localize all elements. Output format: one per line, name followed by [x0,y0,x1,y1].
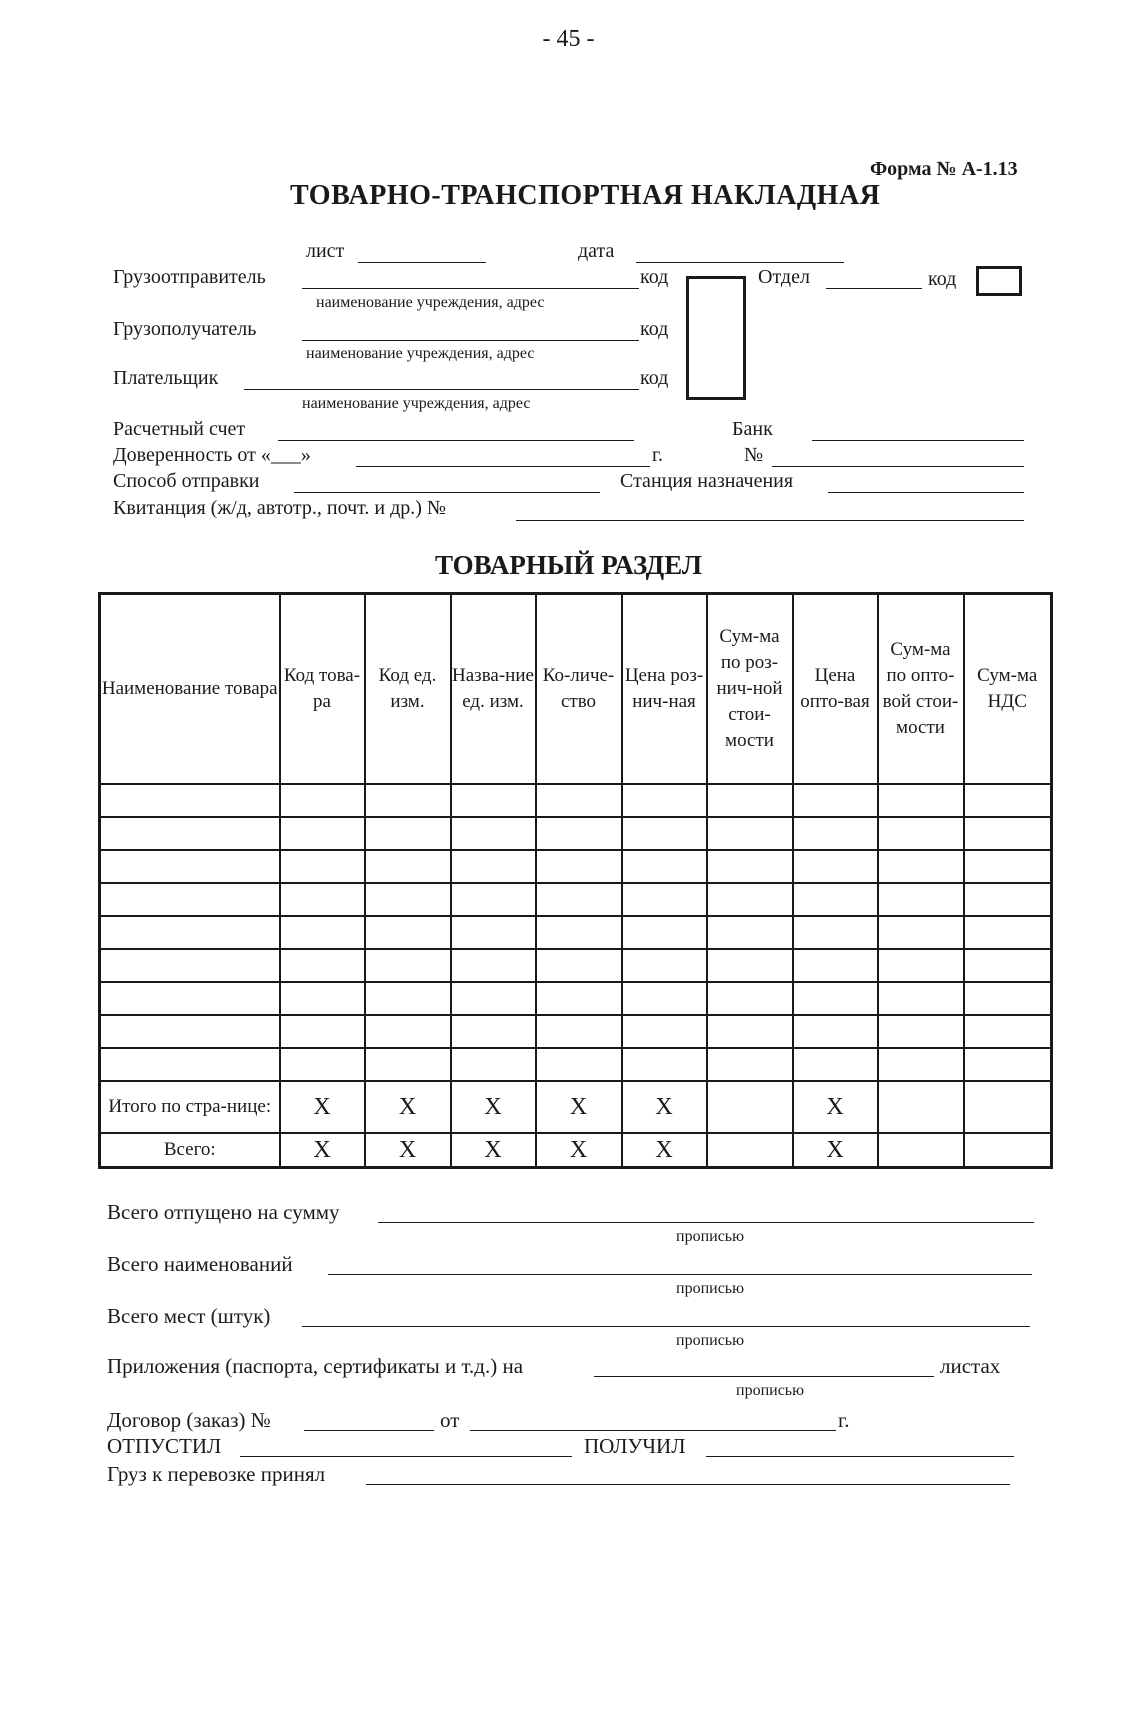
table-cell[interactable] [451,1048,536,1081]
total-value-cell[interactable] [964,1081,1052,1133]
table-cell[interactable] [964,883,1052,916]
table-cell[interactable] [707,916,793,949]
table-cell[interactable] [451,982,536,1015]
released-by-label: ОТПУСТИЛ [107,1434,222,1458]
consignee-code-label: код [640,318,669,340]
column-header: Наименование товара [100,594,280,785]
table-row [100,817,1052,850]
department-code-label: код [928,268,957,290]
released-by-field[interactable] [240,1456,572,1457]
table-cell[interactable] [280,916,365,949]
row-label: Всего: [100,1133,280,1168]
codes-box[interactable] [686,276,746,400]
table-cell[interactable] [707,784,793,817]
total-page-row [100,1081,1052,1133]
table-cell[interactable] [622,982,707,1015]
table-cell[interactable] [878,1015,964,1048]
places-total-hint: прописью [676,1332,745,1349]
consignee-label: Грузополучатель [113,318,257,340]
table-cell[interactable] [280,817,365,850]
sheet-field[interactable] [358,262,486,263]
payer-code-label: код [640,367,669,389]
column-header: Сум-ма по роз-нич-ной стои-мости [707,594,793,785]
contract-label: Договор (заказ) № [107,1408,271,1432]
released-sum-hint: прописью [676,1228,745,1245]
payer-hint: наименование учреждения, адрес [302,395,531,412]
column-header: Назва-ние ед. изм. [451,594,536,785]
x-mark-cell: Х [622,1081,707,1133]
table-row [100,982,1052,1015]
total-row [100,1133,1052,1168]
received-by-field[interactable] [706,1456,1014,1457]
table-cell[interactable] [280,1048,365,1081]
table-row [100,1015,1052,1048]
x-mark-cell: Х [280,1133,365,1168]
row-label: Итого по стра-нице: [100,1081,280,1133]
table-cell[interactable] [451,949,536,982]
released-sum-label: Всего отпущено на сумму [107,1200,340,1224]
table-row [100,949,1052,982]
table-cell[interactable] [100,982,280,1015]
department-field[interactable] [826,288,922,289]
attachments-label: Приложения (паспорта, сертификаты и т.д.) на [107,1354,524,1378]
table-cell[interactable] [365,1048,451,1081]
table-row [100,850,1052,883]
proxy-field[interactable] [356,466,650,467]
table-cell[interactable] [100,784,280,817]
table-cell[interactable] [793,1015,878,1048]
table-cell[interactable] [280,883,365,916]
account-label: Расчетный счет [113,418,246,440]
column-header: Код ед. изм. [365,594,451,785]
table-cell[interactable] [100,916,280,949]
table-cell[interactable] [365,949,451,982]
table-cell[interactable] [707,883,793,916]
goods-table [98,592,1053,1169]
table-cell[interactable] [964,916,1052,949]
proxy-label: Доверенность от «___» [113,444,311,466]
table-cell[interactable] [365,817,451,850]
table-cell[interactable] [793,916,878,949]
table-cell[interactable] [793,850,878,883]
table-cell[interactable] [707,850,793,883]
table-cell[interactable] [622,916,707,949]
table-cell[interactable] [100,883,280,916]
x-mark-cell: Х [793,1081,878,1133]
table-cell[interactable] [793,982,878,1015]
table-cell[interactable] [878,784,964,817]
column-header: Сум-ма НДС [964,594,1052,785]
table-cell[interactable] [964,784,1052,817]
x-mark-cell: Х [280,1081,365,1133]
table-cell[interactable] [100,817,280,850]
table-cell[interactable] [100,1015,280,1048]
table-cell[interactable] [451,784,536,817]
table-row [100,883,1052,916]
table-cell[interactable] [964,982,1052,1015]
shipper-field[interactable] [302,288,639,289]
released-sum-field[interactable] [378,1222,1034,1223]
table-cell[interactable] [878,817,964,850]
table-cell[interactable] [365,850,451,883]
payer-label: Плательщик [113,367,219,389]
table-cell[interactable] [451,850,536,883]
table-cell[interactable] [878,883,964,916]
table-cell[interactable] [365,916,451,949]
x-mark-cell: Х [451,1133,536,1168]
table-cell[interactable] [964,1015,1052,1048]
shipper-label: Грузоотправитель [113,266,266,288]
consignee-hint: наименование учреждения, адрес [306,345,535,362]
date-field[interactable] [636,262,844,263]
department-code-box[interactable] [976,266,1022,296]
proxy-number-label: № [744,444,764,466]
contract-date-field[interactable] [470,1430,836,1431]
x-mark-cell: Х [536,1081,622,1133]
proxy-year-label: г. [652,444,663,466]
table-cell[interactable] [536,1015,622,1048]
table-cell[interactable] [280,949,365,982]
table-cell[interactable] [280,850,365,883]
consignee-field[interactable] [302,340,639,341]
table-cell[interactable] [100,949,280,982]
table-cell[interactable] [280,1015,365,1048]
receipt-label: Квитанция (ж/д, автотр., почт. и др.) № [113,497,446,519]
table-row [100,784,1052,817]
sheet-label: лист [306,240,345,262]
column-header: Код това-ра [280,594,365,785]
table-cell[interactable] [280,784,365,817]
places-total-label: Всего мест (штук) [107,1304,271,1328]
table-cell[interactable] [451,1015,536,1048]
destination-field[interactable] [828,492,1024,493]
attachments-hint: прописью [736,1382,805,1399]
items-total-field[interactable] [328,1274,1032,1275]
cargo-accepted-label: Груз к перевозке принял [107,1462,326,1486]
table-cell[interactable] [878,982,964,1015]
proxy-number-field[interactable] [772,466,1024,467]
table-cell[interactable] [622,1015,707,1048]
total-value-cell[interactable] [964,1133,1052,1168]
table-cell[interactable] [622,784,707,817]
receipt-field[interactable] [516,520,1024,521]
cargo-accepted-field[interactable] [366,1484,1010,1485]
table-cell[interactable] [536,916,622,949]
shipper-hint: наименование учреждения, адрес [316,294,545,311]
table-cell[interactable] [622,949,707,982]
table-cell[interactable] [536,784,622,817]
table-cell[interactable] [536,850,622,883]
table-cell[interactable] [964,850,1052,883]
column-header: Цена роз-нич-ная [622,594,707,785]
bank-label: Банк [732,418,773,440]
table-cell[interactable] [793,1048,878,1081]
x-mark-cell: Х [365,1081,451,1133]
x-mark-cell: Х [536,1133,622,1168]
table-cell[interactable] [365,883,451,916]
column-header: Сум-ма по опто-вой стои-мости [878,594,964,785]
table-cell[interactable] [793,883,878,916]
table-cell[interactable] [100,850,280,883]
account-field[interactable] [278,440,634,441]
x-mark-cell: Х [622,1133,707,1168]
contract-number-field[interactable] [304,1430,434,1431]
page-number: - 45 - [542,26,595,52]
shipper-code-label: код [640,266,669,288]
table-cell[interactable] [964,949,1052,982]
table-cell[interactable] [622,1048,707,1081]
table-cell[interactable] [280,982,365,1015]
table-cell[interactable] [451,883,536,916]
table-header-row [100,594,1052,785]
document-title: ТОВАРНО-ТРАНСПОРТНАЯ НАКЛАДНАЯ [290,180,881,211]
received-by-label: ПОЛУЧИЛ [584,1434,686,1458]
places-total-field[interactable] [302,1326,1030,1327]
total-value-cell[interactable] [878,1081,964,1133]
table-cell[interactable] [707,982,793,1015]
table-cell[interactable] [707,1048,793,1081]
total-value-cell[interactable] [707,1133,793,1168]
payer-field[interactable] [244,389,639,390]
table-cell[interactable] [707,949,793,982]
bank-field[interactable] [812,440,1024,441]
table-cell[interactable] [878,916,964,949]
column-header: Ко-личе-ство [536,594,622,785]
attachments-field[interactable] [594,1376,934,1377]
table-cell[interactable] [365,1015,451,1048]
department-label: Отдел [758,266,810,288]
table-cell[interactable] [793,817,878,850]
total-value-cell[interactable] [707,1081,793,1133]
table-cell[interactable] [878,850,964,883]
table-cell[interactable] [793,784,878,817]
table-cell[interactable] [536,1048,622,1081]
table-cell[interactable] [964,817,1052,850]
table-cell[interactable] [100,1048,280,1081]
section-title: ТОВАРНЫЙ РАЗДЕЛ [434,550,703,580]
form-number: Форма № А-1.13 [870,158,1018,180]
destination-label: Станция назначения [620,470,794,492]
table-cell[interactable] [878,1048,964,1081]
contract-from-label: от [440,1408,460,1432]
contract-year-label: г. [838,1408,850,1432]
table-row [100,1048,1052,1081]
table-cell[interactable] [622,817,707,850]
date-label: дата [578,240,615,262]
table-cell[interactable] [536,949,622,982]
table-cell[interactable] [622,850,707,883]
sheets-label: листах [940,1354,1001,1378]
table-cell[interactable] [964,1048,1052,1081]
table-cell[interactable] [451,916,536,949]
column-header: Цена опто-вая [793,594,878,785]
table-cell[interactable] [536,982,622,1015]
table-row [100,916,1052,949]
items-total-hint: прописью [676,1280,745,1297]
x-mark-cell: Х [793,1133,878,1168]
total-value-cell[interactable] [878,1133,964,1168]
x-mark-cell: Х [451,1081,536,1133]
table-cell[interactable] [365,982,451,1015]
table-cell[interactable] [536,817,622,850]
table-cell[interactable] [707,817,793,850]
shipping-method-label: Способ отправки [113,470,260,492]
table-cell[interactable] [622,883,707,916]
items-total-label: Всего наименований [107,1252,293,1276]
table-cell[interactable] [536,883,622,916]
table-cell[interactable] [707,1015,793,1048]
x-mark-cell: Х [365,1133,451,1168]
table-cell[interactable] [451,817,536,850]
shipping-method-field[interactable] [294,492,600,493]
table-cell[interactable] [793,949,878,982]
table-cell[interactable] [365,784,451,817]
table-cell[interactable] [878,949,964,982]
